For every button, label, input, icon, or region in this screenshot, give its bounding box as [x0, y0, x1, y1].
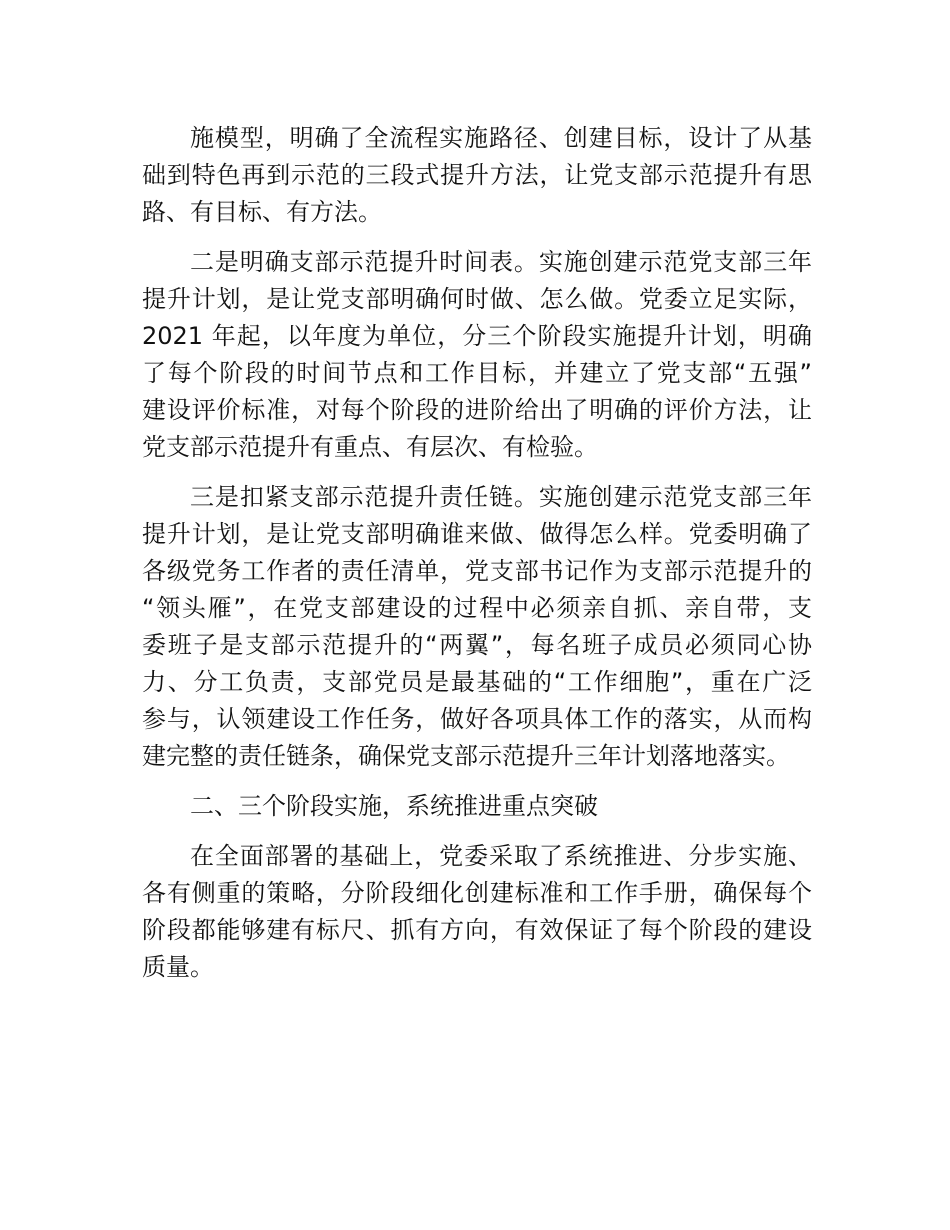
paragraph-line: 力、分工负责，支部党员是最基础的“工作细胞”，重在广泛 — [142, 668, 812, 696]
paragraph-1 — [142, 120, 812, 231]
paragraph-line: 二是明确支部示范提升时间表。实施创建示范党支部三年 — [190, 248, 812, 276]
paragraph-line: 建设评价标准，对每个阶段的进阶给出了明确的评价方法，让 — [142, 396, 812, 424]
paragraph-line: 在全面部署的基础上，党委采取了系统推进、分步实施、 — [190, 842, 812, 870]
paragraph-line: 施模型，明确了全流程实施路径、创建目标，设计了从基 — [190, 124, 812, 152]
section-heading-text: 二、三个阶段实施，系统推进重点突破 — [190, 792, 598, 820]
paragraph-line: 了每个阶段的时间节点和工作目标，并建立了党支部“五强” — [142, 359, 812, 387]
paragraph-line: 质量。 — [142, 953, 214, 981]
document-body — [142, 120, 812, 999]
paragraph-line: 党支部示范提升有重点、有层次、有检验。 — [142, 433, 598, 461]
paragraph-5 — [142, 838, 812, 986]
paragraph-line: 三是扣紧支部示范提升责任链。实施创建示范党支部三年 — [190, 483, 812, 511]
paragraph-line: 参与，认领建设工作任务，做好各项具体工作的落实，从而构 — [142, 705, 812, 733]
paragraph-line: “领头雁”，在党支部建设的过程中必须亲自抓、亲自带，支 — [142, 594, 812, 622]
paragraph-line: 路、有目标、有方法。 — [142, 198, 382, 226]
paragraph-line: 提升计划，是让党支部明确谁来做、做得怎么样。党委明确了 — [142, 520, 812, 548]
paragraph-2 — [142, 244, 812, 466]
paragraph-line: 各级党务工作者的责任清单，党支部书记作为支部示范提升的 — [142, 557, 812, 585]
paragraph-line: 提升计划，是让党支部明确何时做、怎么做。党委立足实际， — [142, 285, 812, 313]
paragraph-line: 建完整的责任链条，确保党支部示范提升三年计划落地落实。 — [142, 742, 790, 770]
paragraph-line: 委班子是支部示范提升的“两翼”，每名班子成员必须同心协 — [142, 631, 812, 659]
paragraph-line: 阶段都能够建有标尺、抓有方向，有效保证了每个阶段的建设 — [142, 916, 812, 944]
paragraph-line: 各有侧重的策略，分阶段细化创建标准和工作手册，确保每个 — [142, 879, 812, 907]
paragraph-3 — [142, 479, 812, 775]
paragraph-line: 2021 年起，以年度为单位，分三个阶段实施提升计划，明确 — [142, 322, 812, 350]
paragraph-line: 础到特色再到示范的三段式提升方法，让党支部示范提升有思 — [142, 161, 812, 189]
section-heading — [142, 788, 812, 825]
